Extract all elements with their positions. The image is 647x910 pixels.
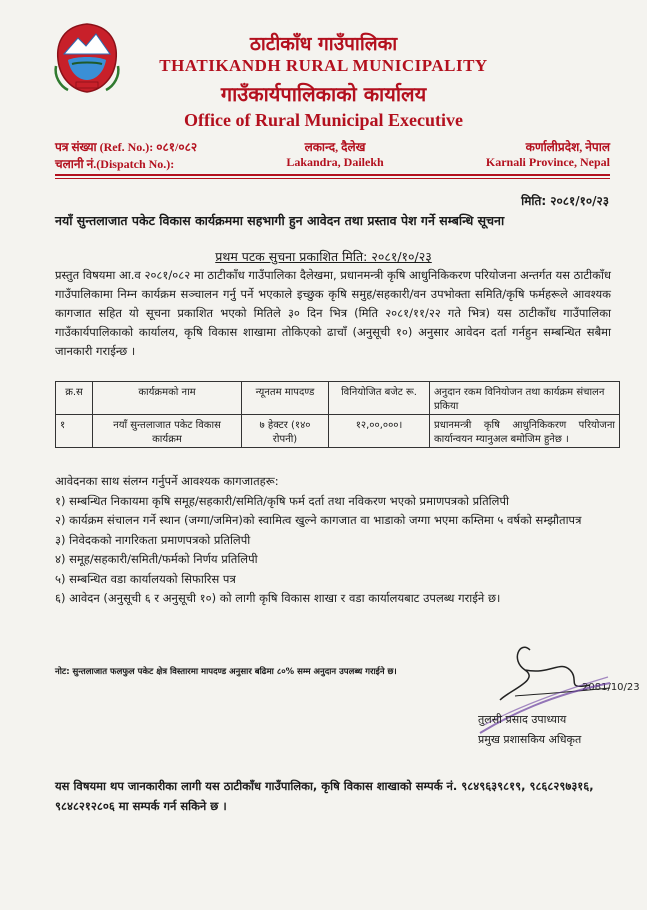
documents-list <box>55 472 615 609</box>
list-item: १) सम्बन्धित निकायमा कृषि समूह/सहकारी/समिति/कृषि फर्म दर्ता तथा नविकरण भएको प्रमाणपत्रको प्रतिलिपी <box>55 493 509 508</box>
subsidy-note: नोट: सुन्तलाजात फलफुल पकेट क्षेत्र विस्तारमा मापदण्ड अनुसार बढिमा ८०% सम्म अनुदान उपलब्ध गराईने छ। <box>55 667 397 677</box>
table-header-cell: अनुदान रकम विनियोजन तथा कार्यक्रम संचालन प्रकिया <box>430 382 620 415</box>
table-cell: १२,००,०००। <box>329 415 430 448</box>
notice-body: प्रस्तुत विषयमा आ.व २०८१/०८२ मा ठाटीकाँध गाउँपालिका दैलेखमा, प्रधानमन्त्री कृषि आधुनिकिकरण परियोजना अन्तर्गत यस ठाटीकाँध गाउँपालिकामा निम्न कार्यक्रम सञ्चालन गर्नु पर्ने भएकाले इच्छुक कृषि समुह/सहकारी/वन उपभोक्ता समिति/कृषि फर्महरूले आवश्यक कागजात सहित यो सूचना प्रकाशित भएको मितिले ३० दिन भित्र (मिति २०८१/११/२२ गते भित्र) यस ठाटीकाँध गाउँपालिका गाउँकार्यपालिकाको कार्यालय, कृषि विकास शाखामा तोकिएको ढाचाँ (अनुसूची १०) अनुसार आवेदन दर्ता गर्नहुन सम्बन्धित सबैमा जानकारी गराईन्छ । <box>55 268 611 358</box>
location-nepali: लकान्द, दैलेख <box>304 140 366 154</box>
notice-date: मिति: २०८१/१०/२३ <box>521 194 609 208</box>
table-header-cell: कार्यक्रमको नाम <box>93 382 242 415</box>
list-item: ६) आवेदन (अनुसूची ६ र अनुसूची १०) को लागी कृषि विकास शाखा र वडा कार्यालयबाट उपलब्ध गराईने छ। <box>55 591 501 605</box>
location-english: Lakandra, Dailekh <box>286 155 384 169</box>
table-cell: ७ हेक्टर (१४० रोपनी) <box>242 415 329 448</box>
header-divider <box>55 174 610 176</box>
table-header-cell: क्र.स <box>56 382 93 415</box>
municipality-name-nepali: ठाटीकाँध गाउँपालिका <box>249 33 398 55</box>
published-date: प्रथम पटक सुचना प्रकाशित मिति: २०८१/१०/२३ <box>215 249 432 264</box>
header-divider-thin <box>55 178 610 179</box>
table-header-cell: न्यूनतम मापदण्ड <box>242 382 329 415</box>
svg-text:2081/10/23: 2081/10/23 <box>582 682 640 693</box>
contact-info: यस विषयमा थप जानकारीका लागी यस ठाटीकाँध गाउँपालिका, कृषि विकास शाखाको सम्पर्क नं. ९८४९६३९८१९, ९८६८२९७३१६, ९८४८२१२८०६ मा सम्पर्क गर्न सकिने छ । <box>55 779 594 813</box>
table-header-cell: विनियोजित बजेट रू. <box>329 382 430 415</box>
table-cell: १ <box>56 415 93 448</box>
list-item: २) कार्यक्रम संचालन गर्ने स्थान (जग्गा/जमिन)को स्वामित्व खुल्ने कागजात वा भाडाको जग्गा भएमा कम्तिमा ५ वर्षको सम्झौतापत्र <box>55 513 582 527</box>
table-cell: प्रधानमन्त्री कृषि आधुनिकिकरण परियोजना कार्यान्वयन म्यानुअल बमोजिम हुनेछ । <box>430 415 620 448</box>
notice-subject: नयाँ सुन्तलाजात पकेट विकास कार्यक्रममा सहभागी हुन आवेदन तथा प्रस्ताव पेश गर्ने सम्बन्धि सूचना <box>55 213 505 228</box>
office-name-nepali: गाउँकार्यपालिकाको कार्यालय <box>220 82 427 106</box>
province-english: Karnali Province, Nepal <box>485 155 610 169</box>
dispatch-number: चलानी नं.(Dispatch No.): <box>55 157 175 171</box>
municipality-name-english: THATIKANDH RURAL MUNICIPALITY <box>159 56 488 75</box>
province-nepali: कर्णालीप्रदेश, नेपाल <box>525 140 610 154</box>
table-header-row <box>56 382 620 415</box>
ref-number: पत्र संख्या (Ref. No.): ०८१/०८२ <box>55 140 198 154</box>
list-item: ३) निवेदकको नागरिकता प्रमाणपत्रको प्रतिलिपी <box>55 532 251 547</box>
table-row <box>56 415 620 448</box>
documents-title: आवेदनका साथ संलग्न गर्नुपर्ने आवश्यक कागजातहरू: <box>55 474 279 488</box>
signatory-designation: प्रमुख प्रशासकिय अधिकृत <box>478 733 582 746</box>
office-name-english: Office of Rural Municipal Executive <box>184 110 463 130</box>
program-table <box>55 381 620 448</box>
list-item: ४) समूह/सहकारी/समिती/फर्मको निर्णय प्रतिलिपी <box>55 552 258 566</box>
signatory-name: तुलसी प्रसाद उपाध्याय <box>478 713 567 726</box>
table-cell: नयाँ सुन्तलाजात पकेट विकास कार्यक्रम <box>93 415 242 448</box>
list-item: ५) सम्बन्धित वडा कार्यालयको सिफारिस पत्र <box>55 571 236 586</box>
